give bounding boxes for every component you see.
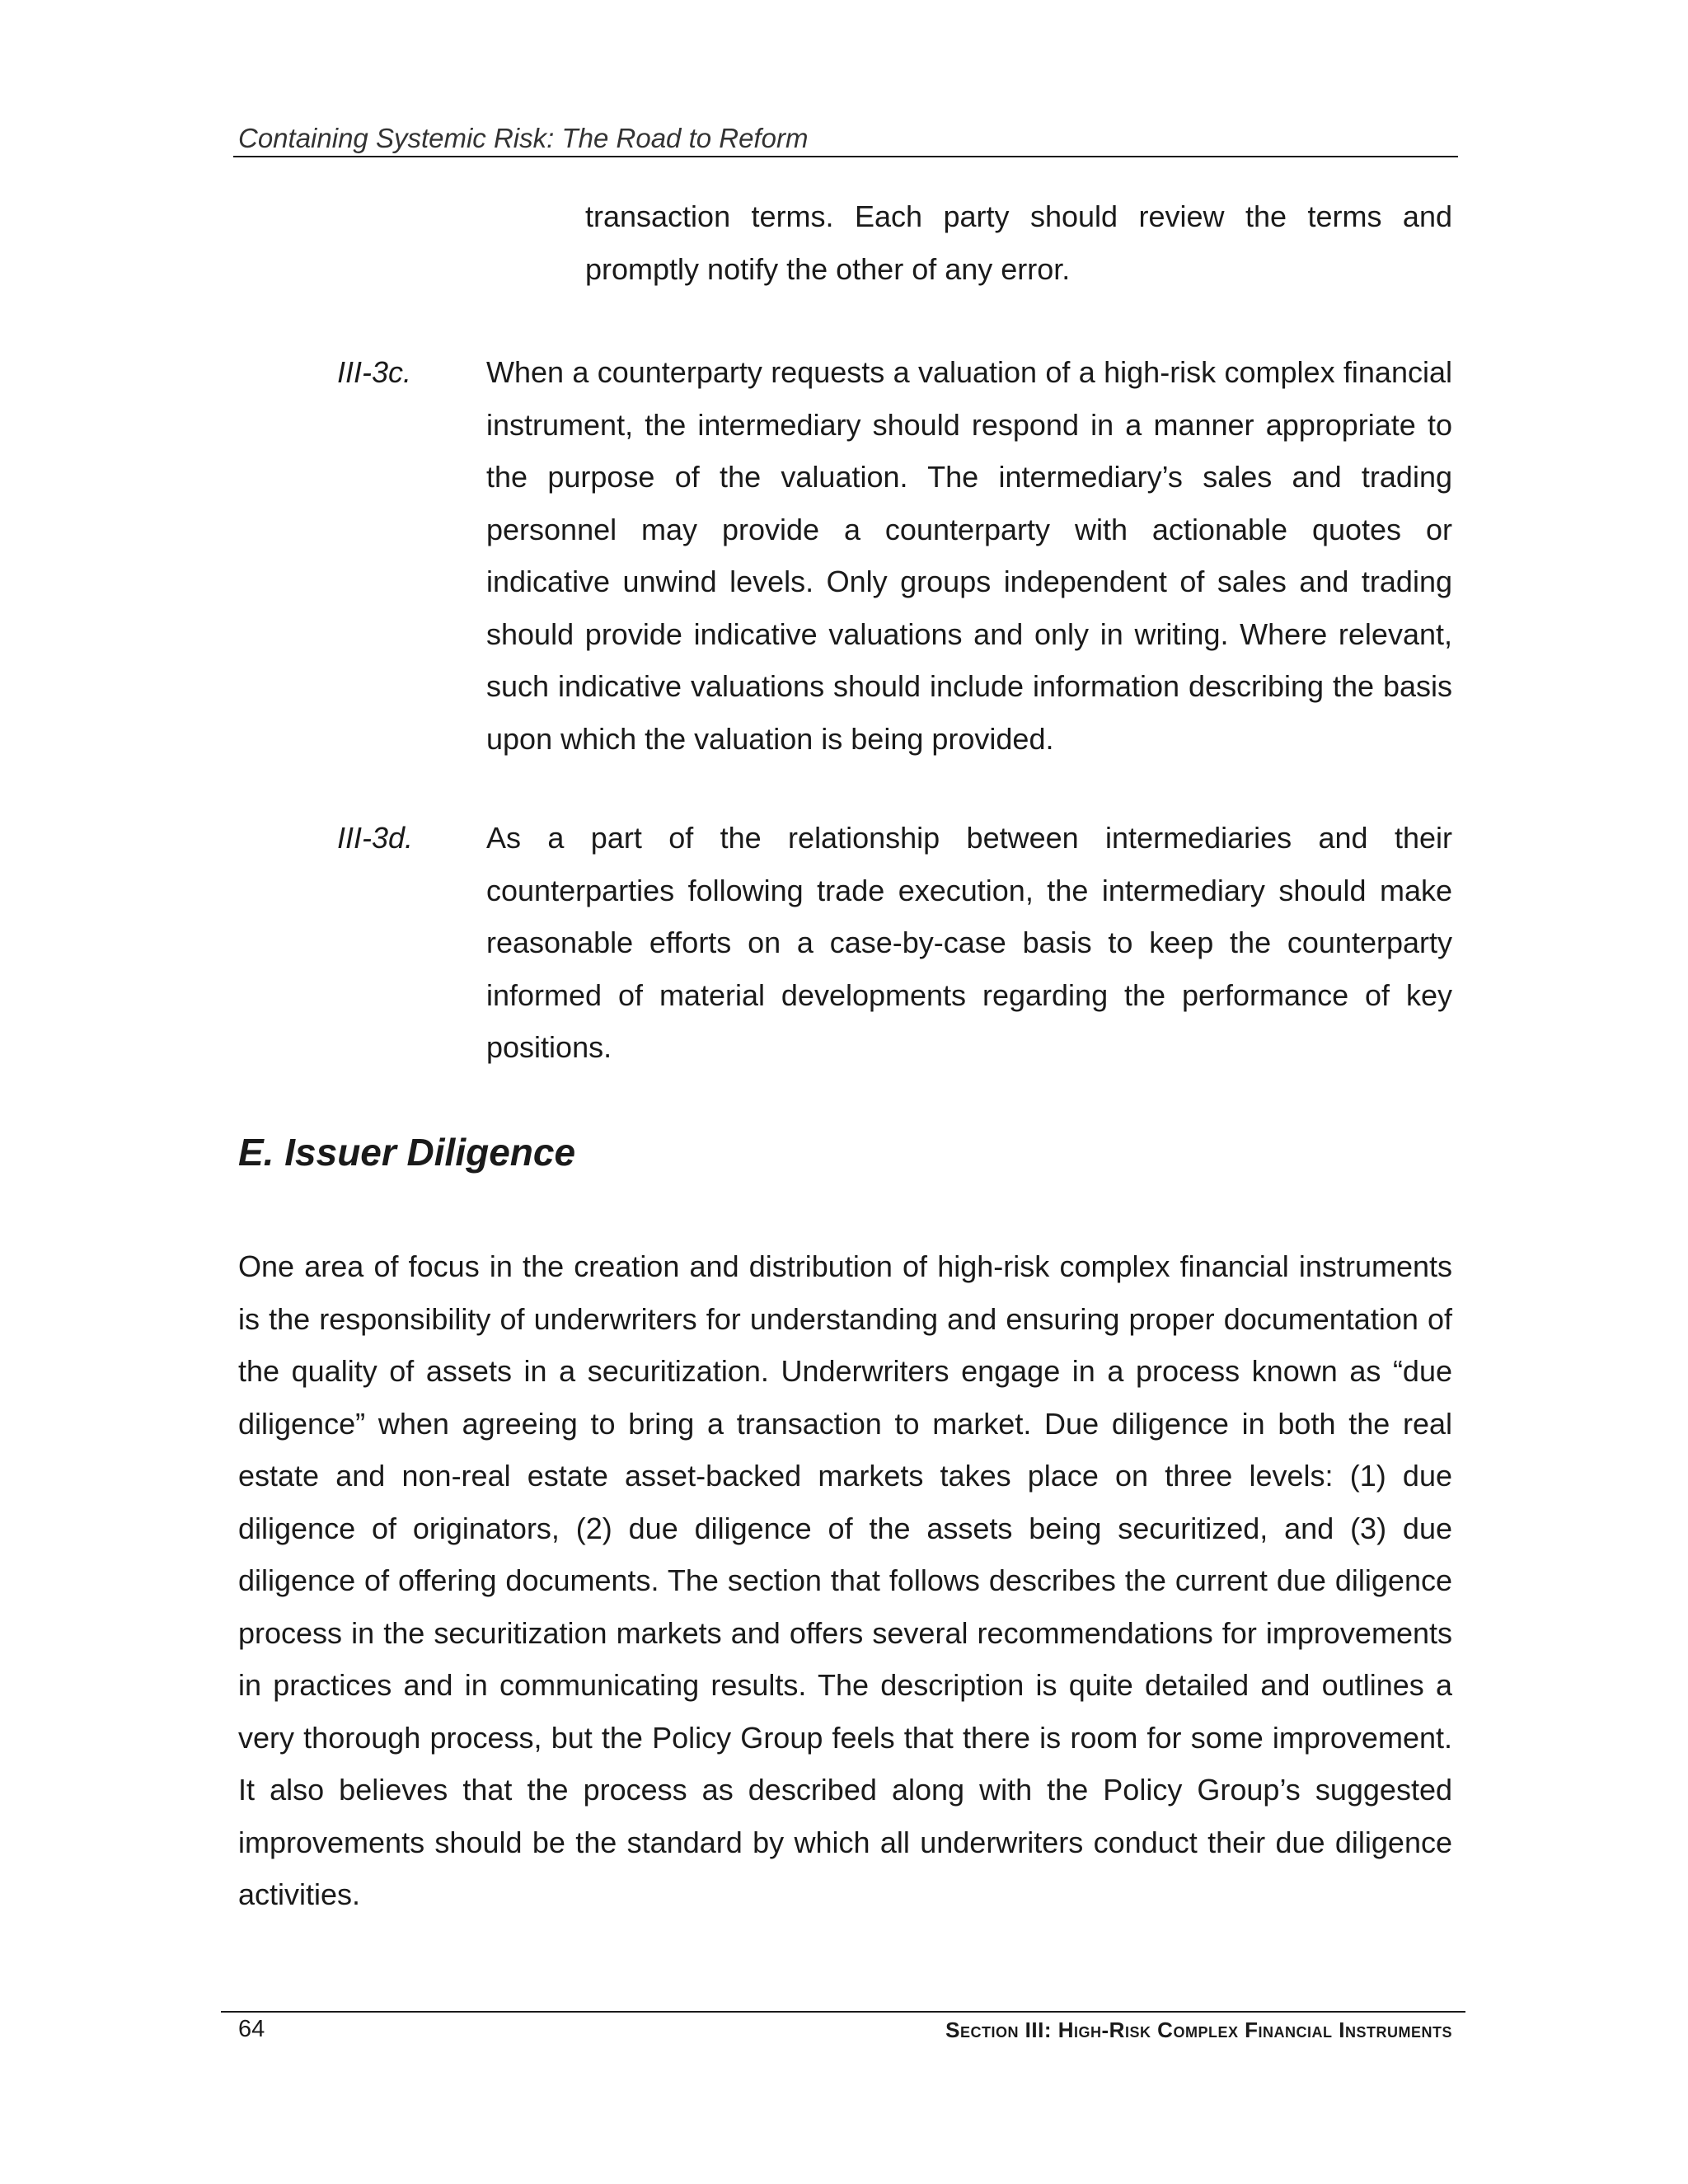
footer-section-title: Section III: High-Risk Complex Financial Instruments [945,2018,1452,2042]
recommendation-id-iii-3d: III-3d. [337,821,414,855]
header-divider [233,156,1458,157]
footer-divider [221,2011,1465,2013]
recommendation-text-iii-3c: When a counterparty requests a valuation of a high-risk complex financial instrument, the intermediary should respond in a manner appropriate to the purpose of the valuation. The intermediary’s sales and trading personnel may provide a counterparty with actionable quotes or indicative unwind levels. Only groups independent of sales and trading should provide indicative valuations and only in writing. Where relevant, such indicative valuations should include information describing the basis upon which the valuation is being provided. [486,355,1452,756]
running-header: Containing Systemic Risk: The Road to Reform [238,123,809,153]
section-heading: E. Issuer Diligence [238,1131,576,1174]
page-number: 64 [238,2016,265,2042]
recommendation-id-iii-3c: III-3c. [337,355,412,389]
section-body-paragraph: One area of focus in the creation and distribution of high-risk complex financial instruments is the responsibility of underwriters for understanding and ensuring proper documentation of the quality of assets in a securitization. Underwriters engage in a process known as “due diligence” when agreeing to bring a transaction to market. Due diligence in both the real estate and non-real estate asset-backed markets takes place on three levels: (1) due diligence of originators, (2) due diligence of the assets being securitized, and (3) due diligence of offering documents. The section that follows describes the current due diligence process in the securitization markets and offers several recommendations for improvements in practices and in communicating results. The description is quite detailed and outlines a very thorough process, but the Policy Group feels that there is room for some improvement. It also believes that the process as described along with the Policy Group’s suggested improvements should be the standard by which all underwriters conduct their due diligence activities. [238,1249,1452,1911]
continued-paragraph: transaction terms. Each party should review the terms and promptly notify the other of any error. [585,199,1452,286]
recommendation-text-iii-3d: As a part of the relationship between intermediaries and their counterparties following trade execution, the intermediary should make reasonable efforts on a case-by-case basis to keep the counterparty informed of material developments regarding the performance of key positions. [486,821,1452,1064]
